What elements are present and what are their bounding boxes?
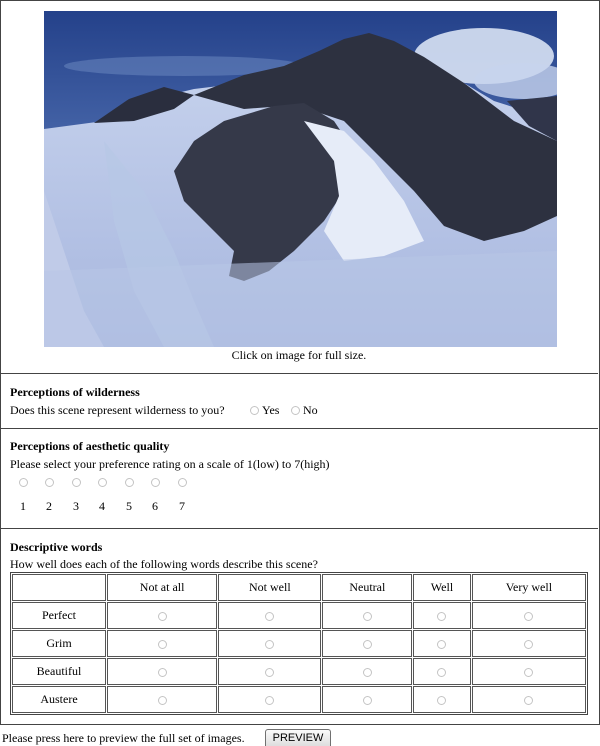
- table-cell: [413, 658, 471, 685]
- grim-not-well-radio[interactable]: [265, 640, 274, 649]
- table-cell: [472, 630, 586, 657]
- yes-radio[interactable]: [250, 406, 259, 415]
- rating-3-label: 3: [73, 499, 79, 513]
- rating-2-label: 2: [46, 499, 52, 513]
- table-cell: [322, 686, 412, 713]
- beautiful-not-at-all-radio[interactable]: [158, 668, 167, 677]
- beautiful-neutral-radio[interactable]: [363, 668, 372, 677]
- column-header: Not well: [218, 574, 321, 601]
- row-label: Austere: [12, 686, 106, 713]
- table-cell: [413, 686, 471, 713]
- rating-5-radio[interactable]: [125, 478, 134, 487]
- section-divider: [0, 528, 598, 529]
- descriptive-title: Descriptive words: [10, 540, 103, 554]
- wilderness-option-no[interactable]: [291, 403, 318, 418]
- aesthetic-title: Perceptions of aesthetic quality: [10, 439, 170, 453]
- rating-6-radio[interactable]: [151, 478, 160, 487]
- grim-well-radio[interactable]: [437, 640, 446, 649]
- rating-7-label: 7: [179, 499, 185, 513]
- rating-4-radio[interactable]: [98, 478, 107, 487]
- table-cell: [107, 686, 217, 713]
- grim-neutral-radio[interactable]: [363, 640, 372, 649]
- header-corner: [12, 574, 106, 601]
- wilderness-title: Perceptions of wilderness: [10, 385, 140, 399]
- column-header: Neutral: [322, 574, 412, 601]
- table-row: [12, 630, 586, 657]
- table-cell: [107, 602, 217, 629]
- rating-3-radio[interactable]: [72, 478, 81, 487]
- wilderness-question: Does this scene represent wilderness to you?: [10, 403, 225, 417]
- preview-prompt: Please press here to preview the full set of images.: [2, 731, 245, 745]
- column-header: Well: [413, 574, 471, 601]
- grim-very-well-radio[interactable]: [524, 640, 533, 649]
- perfect-not-well-radio[interactable]: [265, 612, 274, 621]
- rating-6-label: 6: [152, 499, 158, 513]
- table-row: [12, 658, 586, 685]
- rating-1-label: 1: [20, 499, 26, 513]
- beautiful-well-radio[interactable]: [437, 668, 446, 677]
- aesthetic-question: Please select your preference rating on a scale of 1(low) to 7(high): [10, 457, 330, 471]
- austere-neutral-radio[interactable]: [363, 696, 372, 705]
- perfect-neutral-radio[interactable]: [363, 612, 372, 621]
- table-cell: [218, 658, 321, 685]
- rating-2-radio[interactable]: [45, 478, 54, 487]
- table-cell: [218, 602, 321, 629]
- section-divider: [0, 428, 598, 429]
- table-cell: [472, 658, 586, 685]
- austere-not-at-all-radio[interactable]: [158, 696, 167, 705]
- table-cell: [322, 630, 412, 657]
- row-label: Beautiful: [12, 658, 106, 685]
- beautiful-not-well-radio[interactable]: [265, 668, 274, 677]
- table-cell: [218, 630, 321, 657]
- rating-5-label: 5: [126, 499, 132, 513]
- perfect-not-at-all-radio[interactable]: [158, 612, 167, 621]
- grim-not-at-all-radio[interactable]: [158, 640, 167, 649]
- rating-7-radio[interactable]: [178, 478, 187, 487]
- table-cell: [413, 630, 471, 657]
- table-row: [12, 686, 586, 713]
- table-cell: [472, 686, 586, 713]
- no-radio[interactable]: [291, 406, 300, 415]
- section-divider: [0, 373, 598, 374]
- austere-very-well-radio[interactable]: [524, 696, 533, 705]
- image-caption: Click on image for full size.: [231, 348, 367, 362]
- table-cell: [472, 602, 586, 629]
- perfect-well-radio[interactable]: [437, 612, 446, 621]
- table-cell: [107, 658, 217, 685]
- descriptive-question: How well does each of the following words describe this scene?: [10, 557, 318, 571]
- preview-button[interactable]: PREVIEW: [265, 729, 331, 746]
- column-header: Very well: [472, 574, 586, 601]
- rating-4-label: 4: [99, 499, 105, 513]
- table-cell: [322, 658, 412, 685]
- table-cell: [322, 602, 412, 629]
- beautiful-very-well-radio[interactable]: [524, 668, 533, 677]
- row-label: Perfect: [12, 602, 106, 629]
- no-label: No: [303, 403, 318, 417]
- table-row: [12, 602, 586, 629]
- austere-not-well-radio[interactable]: [265, 696, 274, 705]
- row-label: Grim: [12, 630, 106, 657]
- austere-well-radio[interactable]: [437, 696, 446, 705]
- descriptive-words-table: [10, 572, 588, 715]
- perfect-very-well-radio[interactable]: [524, 612, 533, 621]
- table-header-row: [12, 574, 586, 601]
- mountain-photo[interactable]: [44, 11, 557, 347]
- column-header: Not at all: [107, 574, 217, 601]
- yes-label: Yes: [262, 403, 280, 417]
- table-cell: [413, 602, 471, 629]
- rating-1-radio[interactable]: [19, 478, 28, 487]
- table-cell: [107, 630, 217, 657]
- table-cell: [218, 686, 321, 713]
- wilderness-option-yes[interactable]: [250, 403, 279, 418]
